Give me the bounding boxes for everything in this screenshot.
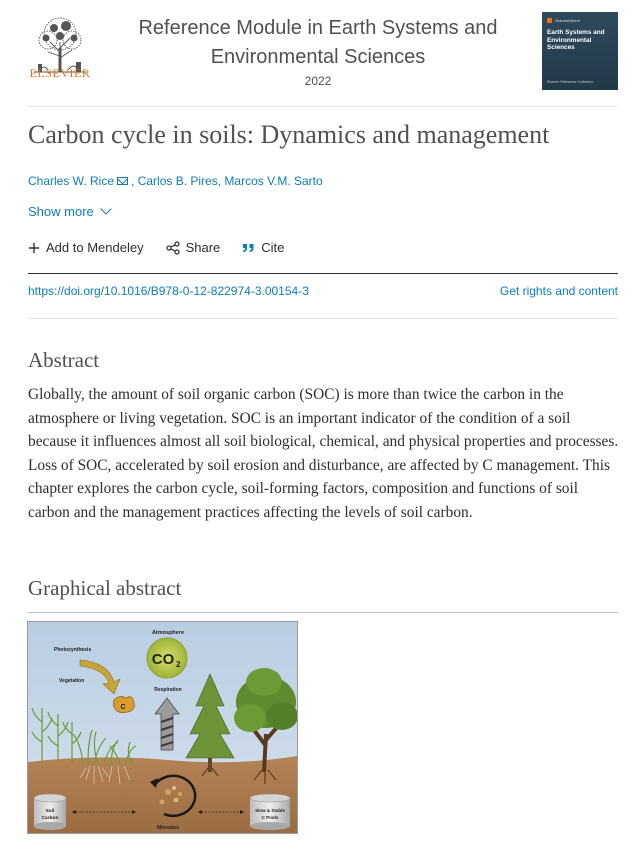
stable-pools-label-1: Slow & Stable bbox=[255, 808, 285, 813]
mendeley-label: Add to Mendeley bbox=[46, 240, 144, 255]
author-link-2[interactable]: Carlos B. Pires bbox=[137, 174, 218, 188]
add-to-mendeley-button[interactable] bbox=[28, 240, 144, 255]
author-separator: , bbox=[217, 174, 225, 188]
soil-carbon-label-2: Carbon bbox=[41, 816, 59, 821]
chevron-down-icon bbox=[100, 203, 111, 214]
graphical-abstract-divider bbox=[28, 612, 618, 613]
share-button[interactable] bbox=[166, 240, 221, 255]
respiration-label: Respiration bbox=[154, 687, 182, 693]
doi-divider-bottom bbox=[28, 318, 618, 319]
header-divider bbox=[28, 106, 618, 107]
co2-subscript: 2 bbox=[176, 660, 181, 669]
journal-cover-image[interactable] bbox=[542, 12, 618, 90]
rights-link[interactable]: Get rights and content bbox=[499, 284, 618, 298]
elsevier-wordmark[interactable]: ELSEVIER bbox=[29, 66, 91, 80]
abstract-heading: Abstract bbox=[28, 348, 100, 372]
article-title: Carbon cycle in soils: Dynamics and management bbox=[28, 120, 550, 149]
cover-title: Earth Systems and Environmental Sciences bbox=[547, 29, 605, 51]
article-actions bbox=[28, 240, 284, 255]
doi-link[interactable]: https://doi.org/10.1016/B978-0-12-822974-3.00154-3 bbox=[28, 284, 309, 298]
soil-carbon-label-1: Soil bbox=[45, 809, 55, 814]
cover-logo-mark bbox=[547, 18, 552, 23]
show-more-button[interactable] bbox=[28, 204, 110, 219]
graphical-abstract-image[interactable] bbox=[27, 621, 298, 834]
share-label: Share bbox=[185, 240, 221, 255]
cover-brand: ScienceDirect bbox=[555, 18, 580, 23]
author-link-1[interactable]: Charles W. Rice bbox=[28, 174, 115, 188]
photosynthesis-label: Photosynthesis bbox=[54, 647, 92, 653]
stable-pools-label-2: C Pools bbox=[261, 815, 279, 820]
plus-icon bbox=[28, 242, 40, 254]
author-separator: , bbox=[131, 174, 138, 188]
journal-header bbox=[0, 0, 640, 105]
cite-label: Cite bbox=[261, 240, 285, 255]
atmosphere-label: Atmosphere bbox=[151, 630, 185, 636]
abstract-text: Globally, the amount of soil organic carbon (SOC) is more than twice the carbon in the atmosphere or living vegetation. SOC is an important indicator of the condition of a soil because it influences almost all soil biological, chemical, and physical properties and processes. Loss of SOC, accelerated by soil erosion and disturbance, are affected by C management. This chapter explores the carbon cycle, soil-forming factors, composition and functions of soil carbon and the management practices affecting the levels of soil carbon. bbox=[28, 386, 619, 521]
quote-icon bbox=[242, 242, 255, 254]
microbes-label: Microbes bbox=[157, 825, 179, 831]
cover-footer: Elsevier Reference Collection bbox=[547, 80, 593, 84]
doi-divider-top bbox=[28, 273, 618, 274]
journal-title-line2[interactable]: Environmental Sciences bbox=[210, 46, 426, 68]
carbon-label: C bbox=[120, 704, 126, 711]
author-list bbox=[28, 174, 323, 188]
author-link-3[interactable]: Marcos V.M. Sarto bbox=[224, 174, 323, 188]
envelope-icon[interactable] bbox=[117, 177, 128, 185]
co2-label: CO bbox=[151, 651, 175, 668]
vegetation-label: Vegetation bbox=[59, 678, 85, 684]
graphical-abstract-heading: Graphical abstract bbox=[28, 576, 182, 600]
journal-year: 2022 bbox=[304, 74, 332, 88]
cite-button[interactable] bbox=[242, 240, 284, 255]
carbon-cycle-illustration bbox=[28, 622, 297, 833]
share-icon bbox=[166, 241, 180, 255]
journal-title[interactable] bbox=[128, 14, 508, 72]
journal-title-line1[interactable]: Reference Module in Earth Systems and bbox=[138, 17, 498, 39]
show-more-label: Show more bbox=[28, 204, 94, 219]
